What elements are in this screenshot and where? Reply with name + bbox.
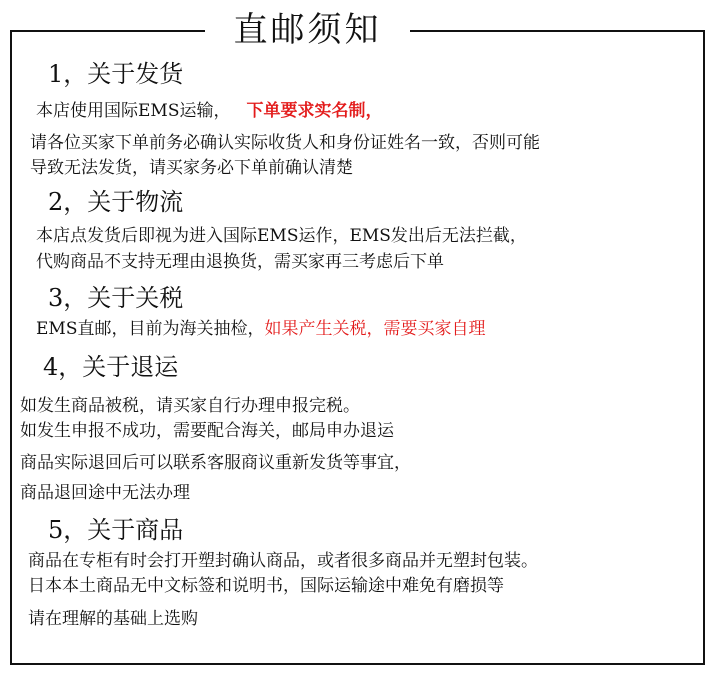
section-product-line-3: 请在理解的基础上选购 — [28, 609, 198, 629]
section-shipping-line-3: 导致无法发货，请买家务必下单前确认清楚 — [30, 158, 353, 178]
section-return-line-4: 商品退回途中无法办理 — [20, 483, 190, 503]
section-heading-return: 4，关于退运 — [43, 353, 179, 381]
section-logistics-line-1: 本店点发货后即视为进入国际EMS运作，EMS发出后无法拦截， — [36, 226, 527, 246]
customs-duty-notice: 如果产生关税，需要买家自理 — [264, 319, 486, 339]
section-shipping-line-2: 请各位买家下单前务必确认实际收货人和身份证姓名一致，否则可能 — [30, 133, 540, 153]
section-shipping-line-1 — [36, 100, 382, 122]
section-return-line-2: 如发生申报不成功，需要配合海关，邮局申办退运 — [20, 421, 394, 441]
shipping-realname-notice: 下单要求实名制， — [246, 101, 383, 121]
section-return-line-3: 商品实际退回后可以联系客服商议重新发货等事宜， — [20, 453, 411, 473]
section-product-line-1: 商品在专柜有时会打开塑封确认商品，或者很多商品并无塑封包装。 — [28, 551, 538, 571]
section-customs-line-1 — [36, 318, 485, 340]
shipping-ems-text: 本店使用国际EMS运输， — [36, 101, 231, 121]
page-title: 直邮须知 — [233, 10, 382, 50]
section-logistics-line-2: 代购商品不支持无理由退换货，需买家再三考虑后下单 — [36, 252, 444, 272]
section-heading-logistics: 2，关于物流 — [48, 188, 184, 216]
section-product-line-2: 日本本土商品无中文标签和说明书，国际运输途中难免有磨损等 — [28, 576, 504, 596]
section-heading-customs: 3，关于关税 — [48, 284, 184, 312]
section-return-line-1: 如发生商品被税，请买家自行办理申报完税。 — [20, 396, 360, 416]
section-heading-product: 5，关于商品 — [48, 516, 184, 544]
section-heading-shipping: 1，关于发货 — [48, 60, 184, 88]
title-block — [205, 7, 410, 53]
customs-inspection-text: EMS直邮，目前为海关抽检， — [36, 319, 265, 339]
